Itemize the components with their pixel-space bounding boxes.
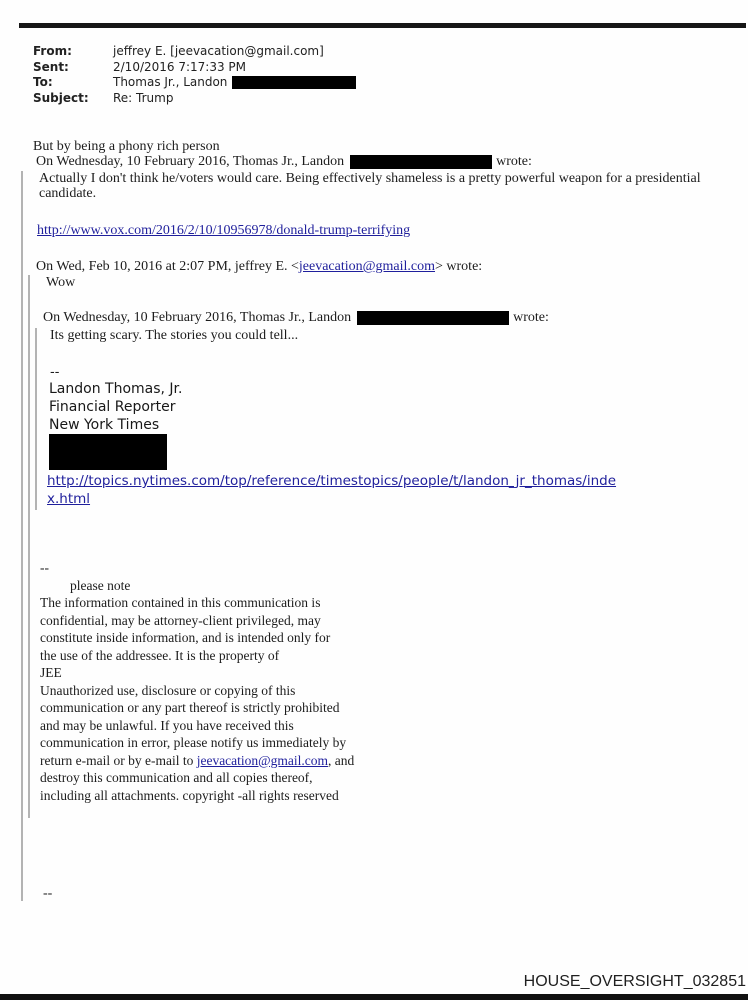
bottom-black-bar (0, 994, 748, 1000)
signature-block (42, 366, 735, 508)
signature-title: Financial Reporter (49, 399, 176, 415)
quote-level-1 (21, 171, 735, 901)
header-row-sent (33, 60, 356, 76)
subject-label: Subject: (33, 90, 89, 105)
vox-link-line (37, 223, 735, 238)
disclaimer-line: confidential, may be attorney-client privileged, may (40, 612, 321, 628)
sent-label: Sent: (33, 59, 69, 74)
nytimes-profile-link-line1[interactable]: http://topics.nytimes.com/top/reference/timestopics/people/t/landon_jr_thomas/inde (47, 473, 617, 489)
opening-line: But by being a phony rich person (33, 139, 220, 154)
disclaimer-line: communication in error, please notify us immediately by (40, 735, 347, 750)
disclaimer-email-suffix: , and (327, 752, 355, 768)
disclaimer-line: Unauthorized use, disclosure or copying of this (40, 682, 296, 698)
disclaimer-line: and may be unlawful. If you have received this (40, 717, 294, 733)
quote2-attribution-prefix: On Wed, Feb 10, 2016 at 2:07 PM, jeffrey E. < (36, 259, 299, 274)
quote3-attribution-suffix: wrote: (513, 310, 549, 325)
quote1-attribution-line (36, 154, 735, 169)
disclaimer-email-prefix: return e-mail or by e-mail to (40, 752, 197, 768)
confidentiality-disclaimer (40, 559, 735, 804)
redaction-bar (232, 76, 356, 89)
disclaimer-line: The information contained in this communication is (40, 595, 321, 610)
quote-level-3 (35, 328, 735, 510)
quote3-message-text: Its getting scary. The stories you could tell... (50, 328, 299, 343)
redaction-bar (350, 155, 492, 169)
to-label: To: (33, 75, 53, 89)
quote2-attribution-line (36, 259, 735, 274)
disclaimer-line: communication or any part thereof is strictly prohibited (40, 700, 340, 715)
quote-level-2 (28, 275, 735, 818)
disclaimer-email-line (40, 752, 735, 770)
subject-value: Re: Trump (113, 90, 174, 105)
quote1-message-text: Actually I don't think he/voters would care. Being effectively shameless is a pretty powerful weapon for a presidential candidate. (39, 171, 701, 201)
signature-lines (49, 380, 735, 434)
quote3-attribution-line (43, 310, 735, 325)
signature-divider: -- (50, 365, 60, 380)
to-value-text: Thomas Jr., Landon (113, 75, 228, 89)
disclaimer-line: including all attachments. copyright -all rights reserved (40, 787, 339, 803)
email-header (33, 44, 356, 106)
sender-email-link[interactable]: jeevacation@gmail.com (298, 259, 436, 274)
signature-org: New York Times (49, 417, 160, 433)
disclaimer-divider: -- (40, 560, 49, 575)
from-value: jeffrey E. [jeevacation@gmail.com] (113, 44, 324, 58)
quote2-attribution-suffix: > wrote: (435, 259, 483, 274)
closing-divider: -- (43, 886, 53, 901)
disclaimer-line: destroy this communication and all copies thereof, (40, 770, 313, 785)
signature-name: Landon Thomas, Jr. (49, 381, 183, 397)
header-row-subject (33, 91, 356, 107)
to-value (113, 75, 356, 91)
sent-value: 2/10/2016 7:17:33 PM (113, 59, 247, 74)
disclaimer-line: the use of the addressee. It is the property of (40, 647, 280, 663)
header-row-to (33, 75, 356, 91)
quote2-message-text: Wow (46, 275, 76, 290)
disclaimer-lines-before (40, 594, 735, 752)
disclaimer-email-link[interactable]: jeevacation@gmail.com (196, 752, 328, 768)
disclaimer-line: constitute inside information, and is intended only for (40, 630, 331, 645)
redaction-bar (357, 311, 509, 325)
header-row-from (33, 44, 356, 60)
quote1-attribution-suffix: wrote: (496, 154, 532, 169)
quote3-attribution-prefix: On Wednesday, 10 February 2016, Thomas Jr., Landon (43, 310, 352, 325)
nytimes-link-block (47, 472, 735, 508)
disclaimer-line: JEE (40, 665, 62, 680)
disclaimer-lines-after (40, 769, 735, 804)
bates-number: HOUSE_OVERSIGHT_032851 (523, 973, 746, 990)
redaction-block (49, 434, 167, 470)
from-label: From: (33, 44, 72, 58)
quote1-attribution-text: On Wednesday, 10 February 2016, Thomas Jr., Landon (36, 154, 345, 169)
top-horizontal-rule (19, 23, 746, 28)
vox-article-link[interactable]: http://www.vox.com/2016/2/10/10956978/donald-trump-terrifying (37, 223, 411, 238)
disclaimer-note-label: please note (70, 577, 131, 593)
nytimes-profile-link-line2[interactable]: x.html (47, 491, 91, 507)
email-body (21, 139, 735, 901)
